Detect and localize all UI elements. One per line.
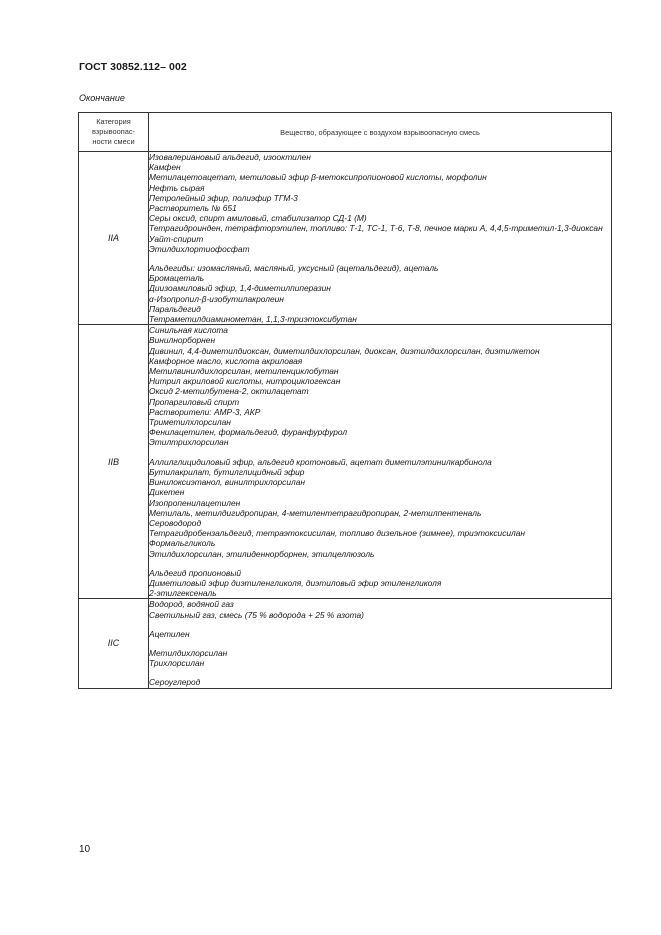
substance-line: Серы оксид, спирт амиловый, стабилизатор СД-1 (М) [149,213,367,224]
substance-line: Тетрагидробензальдегид, тетраэтоксисилан, топливо дизельное (зимнее), триэтоксисилан [149,528,526,539]
substance-line: Ацетилен [149,628,190,639]
table-row [79,599,612,688]
category-header-line: Категория [96,117,131,126]
substance-line: Этилдихлорсилан, этилиденнорборнен, этилцеллюзоль [149,548,375,559]
substance-line: Тетрагидроинден, тетрафторэтилен, топливо: Т-1, ТС-1, Т-6, Т-8, печное марки А, 4,4,5-триметил-1,3-диоксан [149,223,603,234]
substances-cell [149,325,612,599]
substance-line: α-Изопропил-β-изобутилакролеин [149,293,284,304]
substance-line: Триметилхлорсилан [149,417,231,428]
substances-table [78,112,612,689]
substance-line: Метилдихлорсилан [149,647,228,658]
substance-line: Диизоамиловый эфир, 1,4-диметилпиперазин [149,283,331,294]
substance-line: Сероуглерод [149,677,201,688]
table-continuation-label: Окончание [79,93,125,103]
substance-line: Растворители: АМР-3, АКР [149,406,261,417]
substance-line: Диметиловый эфир диэтиленгликоля, диэтиловый эфир этиленгликоля [149,577,442,588]
table-row [79,152,612,325]
substance-line: Дикетен [149,487,185,498]
substance-line: Изовалериановый альдегид, изооктилен [149,152,311,162]
substance-line: Пропаргиловый спирт [149,396,240,407]
substance-line: Паральдегид [149,303,201,314]
substance-line: Уайт-спирит [149,233,204,244]
substance-line: Метилаль, метилдигидропиран, 4-метилентетрагидропиран, 2-метилпентеналь [149,507,482,518]
substance-line: Камфен [149,162,181,173]
substances-cell [149,599,612,688]
substance-line: Растворитель № 651 [149,203,237,214]
substance-line: Этилдихлортиофосфат [149,243,250,254]
category-header-line: ности смеси [92,137,135,146]
substance-line: Нефть сырая [149,182,205,193]
substance-line: Бромацеталь [149,273,205,284]
substance-line: 2-этилгексеналь [149,588,217,599]
category-cell: IIC [79,599,149,688]
substance-line: Трихлорсилан [149,658,205,669]
substance-line: Аллилглицидиловый эфир, альдегид кротоновый, ацетат диметилэтинилкарбинола [149,456,492,467]
substance-line: Водород, водяной газ [149,599,234,610]
substance-line: Оксид 2-метилбутена-2, октилацетат [149,386,309,397]
substance-line: Изопропенилацетилен [149,497,241,508]
category-cell: IIA [79,152,149,325]
substance-line: Камфорное масло, кислота акриловая [149,355,303,366]
substance-line: Винилоксиэтанол, винилтрихлорсилан [149,477,305,488]
substance-line: Формальгликоль [149,538,216,549]
substance-column-header: Вещество, образующее с воздухом взрывоопасную смесь [149,113,612,152]
table-header-row [79,113,612,152]
substance-line: Сероводород [149,517,202,528]
table-row [79,325,612,599]
substance-line: Альдегиды: изомасляный, масляный, уксусный (ацетальдегид), ацеталь [149,263,439,274]
substance-line: Метилвинилдихлорсилан, метиленциклобутан [149,366,339,377]
substance-line: Бутилакрилат, бутилглицидный эфир [149,466,305,477]
substance-line: Метилацетоацетат, метиловый эфир β-метоксипропионовой кислоты, морфолин [149,172,487,183]
substance-line: Нитрил акриловой кислоты, нитроциклогексан [149,376,341,387]
substance-line: Этилтрихлорсилан [149,437,229,448]
page-number: 10 [79,844,91,855]
substance-line: Синильная кислота [149,325,228,336]
document-header: ГОСТ 30852.112– 002 [79,61,187,73]
substance-line: Фенилацетилен, формальдегид, фуранфурфурол [149,427,348,438]
category-cell: IIB [79,325,149,599]
substance-line: Альдегид пропионовый [149,567,242,578]
substance-line: Светильный газ, смесь (75 % водорода + 25 % азота) [149,609,364,620]
substance-line: Петролейный эфир, полиэфир ТГМ-3 [149,192,298,203]
table-body [79,152,612,689]
category-header-line: взрывоопас- [92,127,135,136]
category-column-header [79,113,149,152]
substance-line: Винилнорборнен [149,335,216,346]
substance-line: Дивинил, 4,4-диметилдиоксан, диметилдихлорсилан, диоксан, диэтилдихлорсилан, диэтилкетон [149,345,540,356]
substance-line: Тетраметилдиаминометан, 1,1,3-триэтоксибутан [149,314,357,325]
substances-cell [149,152,612,325]
